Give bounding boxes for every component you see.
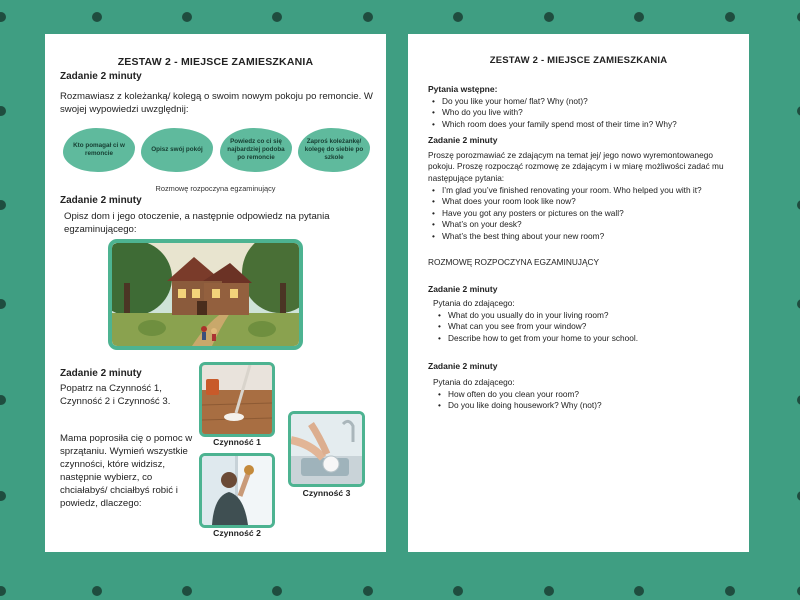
background-dot [453,586,463,596]
background-dot [725,586,735,596]
task2-heading: Zadanie 2 minuty [60,195,142,206]
background-dot [272,586,282,596]
right-worksheet-page [408,34,749,552]
task1-questions-list [428,185,720,242]
activity2-picture [199,453,275,528]
blob-favourite: Powiedz co ci się najbardziej podoba po remoncie [220,128,292,172]
background-dot [0,200,6,210]
question-item: • Do you like your home/ flat? Why (not)? [428,96,728,107]
background-dot [0,491,6,501]
task3-text2: Mama poprosiła cię o pomoc w sprzątaniu. Wymień wszystkie czynności, które widzisz, następnie wybierz, co chciałabyś/ chciałbyś robić i powiedz, dlaczego: [60,433,193,509]
background-dot [0,395,6,405]
background-dot [272,12,282,22]
task1-heading: Zadanie 2 minuty [60,71,142,82]
blob-describe-room: Opisz swój pokój [141,128,213,172]
question-item: • How often do you clean your room? [434,389,734,400]
question-item: • Have you got any posters or pictures on the wall? [428,208,720,219]
background-dot [725,12,735,22]
left-worksheet-page [45,34,386,552]
background-dot [0,299,6,309]
washing-dishes-illustration [291,414,362,484]
task2-teacher-heading: Zadanie 2 minuty [428,284,498,294]
background-dot [453,12,463,22]
task1-teacher-text: Proszę porozmawiać ze zdającym na temat jej/ jego nowo wyremontowanego pokoju. Proszę rozpocząć rozmowę ze zdającym i w miarę możliwości zadać mu następujące pytania: [428,150,724,183]
house-illustration [112,243,299,346]
task3-text1: Popatrz na Czynność 1, Czynność 2 i Czynność 3. [60,383,171,407]
intro-heading: Pytania wstępne: [428,84,498,94]
question-item: • What does your room look like now? [428,196,720,207]
task2-questions-list [434,310,734,344]
task1-teacher-heading: Zadanie 2 minuty [428,135,498,145]
task1-note: Rozmowę rozpoczyna egzaminujący [155,184,276,193]
task1-teacher-note: ROZMOWĘ ROZPOCZYNA EGZAMINUJĄCY [428,257,600,267]
task3-label: Pytania do zdającego: [433,377,515,387]
background-dot [0,586,6,596]
house-picture [108,239,303,350]
question-item: • Which room does your family spend most of their time in? Why? [428,119,728,130]
background-dot [634,586,644,596]
activity1-caption: Czynność 1 [213,437,261,447]
background-dot [182,586,192,596]
task2-text: Opisz dom i jego otoczenie, a następnie odpowiedz na pytania egzaminującego: [64,211,330,235]
left-page-title: ZESTAW 2 - MIEJSCE ZAMIESZKANIA [117,56,314,68]
task3-teacher-heading: Zadanie 2 minuty [428,361,498,371]
activity3-caption: Czynność 3 [302,488,351,498]
background-dot [0,12,6,22]
question-item: • What can you see from your window? [434,321,734,332]
activity2-caption: Czynność 2 [213,528,261,538]
blob-invite: Zaproś koleżankę/ kolegę do siebie po szkole [298,128,370,172]
intro-questions-list [428,96,728,130]
cleaning-window-illustration [202,456,272,525]
task3-heading: Zadanie 2 minuty [60,368,142,379]
task3-questions-list [434,389,734,412]
background-dot [634,12,644,22]
task2-label: Pytania do zdającego: [433,298,515,308]
background-dot [0,106,6,116]
background-dot [92,586,102,596]
background-dot [544,12,554,22]
right-page-title: ZESTAW 2 - MIEJSCE ZAMIESZKANIA [489,55,668,66]
background-dot [182,12,192,22]
background-dot [92,12,102,22]
question-item: • Who do you live with? [428,107,728,118]
question-item: • Do you like doing housework? Why (not)? [434,400,734,411]
question-item: • What do you usually do in your living room? [434,310,734,321]
background-dot [363,12,373,22]
question-item: • I’m glad you’ve finished renovating your room. Who helped you with it? [428,185,720,196]
background-dot [544,586,554,596]
question-item: • Describe how to get from your home to your school. [434,333,734,344]
activity3-picture [288,411,365,487]
mopping-floor-illustration [202,365,272,434]
activity1-picture [199,362,275,437]
task1-text: Rozmawiasz z koleżanką/ kolegą o swoim nowym pokoju po remoncie. W swojej wypowiedzi uwzględnij: [60,91,373,115]
blob-helper: Kto pomagał ci w remoncie [63,128,135,172]
question-item: • What’s on your desk? [428,219,720,230]
background-dot [363,586,373,596]
question-item: • What’s the best thing about your new room? [428,231,720,242]
